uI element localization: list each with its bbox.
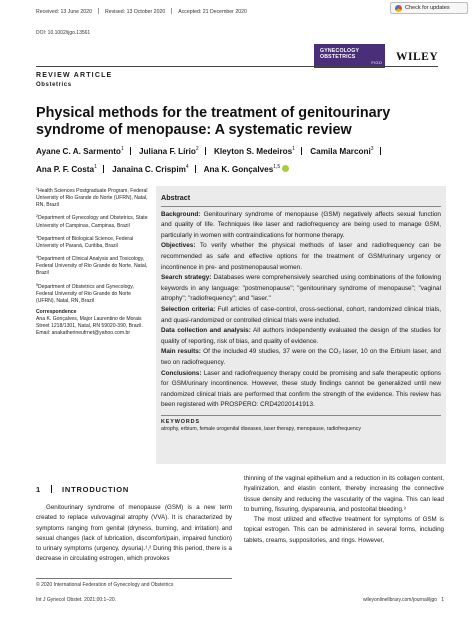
journal-logo-line2: OBSTETRICS bbox=[320, 54, 356, 60]
abstract-search-strategy: Search strategy: Databases were comprehensively searched using combinations of the following keywords in any language: "postmenopause"; "genitourinary syndrome of menopause"; "vaginal atrophy"; "radiofrequency"; and "laser." bbox=[161, 274, 441, 303]
abstract-main-results: Main results: Of the included 49 studies, 37 were on the CO₂ laser, 10 on the Erbium laser, and two on radiofrequency. bbox=[161, 348, 441, 366]
correspondence-heading: Correspondence bbox=[36, 309, 77, 316]
author[interactable]: Ana P. F. Costa$^1$ bbox=[36, 163, 97, 174]
author[interactable]: Ana K. Gonçalves$^{1,5}$ bbox=[203, 163, 281, 174]
author[interactable]: Janaina C. Crispim$^4$ bbox=[112, 163, 189, 174]
page-number: 1 bbox=[441, 597, 444, 603]
body-column-right bbox=[244, 474, 444, 546]
author-separator bbox=[130, 147, 131, 155]
body-paragraph: Genitourinary syndrome of menopause (GSM) is a new term created to replace vulvovaginal atrophy (VVA). It is characterized by symptoms ranging from genital (dryness, burning, and irritation) and sexual changes (lack of lubrication, discomfort/pain, impaired function) to urinary symptoms (urgency, dysuria).¹,² During this period, there is a decrease in circulating estrogen, which provokes bbox=[36, 504, 232, 563]
section-title: INTRODUCTION bbox=[61, 485, 130, 494]
author[interactable]: Juliana F. Lírio$^2$ bbox=[139, 146, 199, 156]
crossmark-icon bbox=[395, 5, 402, 12]
journal-logo bbox=[314, 44, 385, 68]
keywords-heading: KEYWORDS bbox=[161, 419, 200, 426]
footer-divider bbox=[36, 578, 232, 579]
date-separator bbox=[98, 8, 99, 14]
journal-citation: Int J Gynecol Obstet. 2021;00:1–20. bbox=[36, 597, 117, 603]
author-separator bbox=[195, 165, 196, 173]
journal-logo-sub: FIGO bbox=[371, 60, 382, 65]
abstract-box bbox=[156, 186, 446, 464]
article-type: REVIEW ARTICLE bbox=[36, 72, 113, 79]
section-number: 1 bbox=[36, 485, 41, 494]
date-separator bbox=[171, 8, 172, 14]
section-heading-introduction bbox=[36, 485, 129, 494]
affiliation-item: $^1$Health Sciences Postgraduate Program, Federal University of Rio Grande do Norte (UFRN), Natal, RN, Brazil bbox=[36, 187, 148, 209]
received-date: Received: 13 June 2020 bbox=[36, 9, 92, 15]
article-title: Physical methods for the treatment of genitourinary syndrome of menopause: A systematic review bbox=[36, 105, 391, 138]
abstract-divider bbox=[161, 206, 441, 207]
orcid-icon[interactable] bbox=[282, 165, 289, 172]
article-section: Obstetrics bbox=[36, 82, 72, 88]
keywords-list: atrophy, erbium, female urogenital diseases, laser therapy, menopause, radiofrequency bbox=[161, 426, 361, 433]
check-for-updates-button[interactable] bbox=[390, 2, 468, 14]
correspondence-address: Ana K. Gonçalves, Major Laurentino de Morais Street 1218/1301, Natal, RN 59020-390, Brazil. bbox=[36, 316, 143, 330]
affiliation-item: $^3$Department of Biological Science, Federal University of Paraná, Curitiba, Brazil bbox=[36, 234, 134, 249]
author-separator bbox=[301, 147, 302, 155]
journal-logo-line1: GYNECOLOGY bbox=[320, 48, 360, 54]
author-separator bbox=[205, 147, 206, 155]
abstract-conclusions: Conclusions: Laser and radiofrequency therapy could be promising and safe therapeutic options for GSM/urinary incontinence. However, these study findings cannot be generalized until new randomized clinical trials are performed that confirm the strength of the evidence. This review has been registered with PROSPERO: CRD42020141913. bbox=[161, 369, 441, 409]
journal-url[interactable]: wileyonlinelibrary.com/journal/ijgo bbox=[362, 597, 438, 603]
body-column-left bbox=[36, 503, 232, 565]
revised-date: Revised: 13 October 2020 bbox=[104, 9, 166, 15]
author-separator bbox=[380, 147, 381, 155]
footer-right bbox=[363, 597, 444, 603]
affiliation-item: $^4$Department of Clinical Analysis and Toxicology, Federal University of Rio Grande do Norte, Natal, Brazil bbox=[36, 255, 148, 277]
body-paragraph: thinning of the vaginal epithelium and a reduction in its collagen content, hyalinization, and elastin content, thereby increasing the connective tissue density and reducing the vascularity of the vagina. This can lead to burning, fissuring, dyspareunia, and postcoital bleeding.³ bbox=[244, 475, 444, 513]
abstract-heading: Abstract bbox=[161, 193, 191, 202]
abstract-data-collection: Data collection and analysis: All authors independently evaluated the design of the studies for quality of reporting, risk of bias, and quality of evidence. bbox=[161, 327, 441, 345]
abstract-objectives: Objectives: To verify whether the physical methods of laser and radiofrequency can be recommended as safe and effective options for the treatment of GSM/urinary urgency or incontinence in pre- and postmenopausal women. bbox=[161, 242, 441, 271]
affiliation-item: $^5$Department of Obstetrics and Gynecology, Federal University of Rio Grande do Norte (UFRN), Natal, RN, Brazil bbox=[36, 282, 134, 304]
article-dates bbox=[36, 8, 247, 15]
abstract-background: Background: Genitourinary syndrome of menopause (GSM) negatively affects sexual function and quality of life. Techniques like laser and radiofrequency are being used to manage GSM, particularly in women with contraindications for hormone therapy. bbox=[161, 210, 441, 239]
author[interactable]: Kleyton S. Medeiros$^1$ bbox=[213, 146, 295, 156]
author[interactable]: Ayane C. A. Sarmento$^1$ bbox=[36, 146, 124, 156]
affiliation-item: $^2$Department of Gynecology and Obstetrics, State University of Campinas, Campinas, Brazil bbox=[36, 214, 148, 229]
doi[interactable]: DOI: 10.1002/ijgo.13561 bbox=[36, 30, 91, 36]
keywords-divider bbox=[161, 415, 441, 416]
author-list bbox=[36, 142, 446, 177]
author[interactable]: Camila Marconi$^3$ bbox=[310, 146, 374, 156]
check-for-updates-label: Check for updates bbox=[405, 5, 450, 11]
abstract-selection-criteria: Selection criteria: Full articles of case-control, cross-sectional, cohort, randomized clinical trials, and quasi-randomized or controlled clinical trials were included. bbox=[161, 305, 441, 324]
header-divider bbox=[36, 66, 438, 67]
affiliations bbox=[36, 186, 148, 342]
body-paragraph: The most utilized and effective treatment for symptoms of GSM is topical estrogen. This can be administered in several forms, including tablets, creams, suppositories, and rings. However, bbox=[244, 516, 444, 544]
correspondence-email[interactable]: Email: anakatherineufrnet@yahoo.com.br bbox=[36, 330, 131, 337]
publisher-logo: WILEY bbox=[396, 51, 439, 63]
author-separator bbox=[103, 165, 104, 173]
section-heading-separator bbox=[51, 485, 52, 493]
accepted-date: Accepted: 21 December 2020 bbox=[178, 9, 247, 15]
copyright: © 2020 International Federation of Gynecology and Obstetrics bbox=[36, 582, 174, 588]
